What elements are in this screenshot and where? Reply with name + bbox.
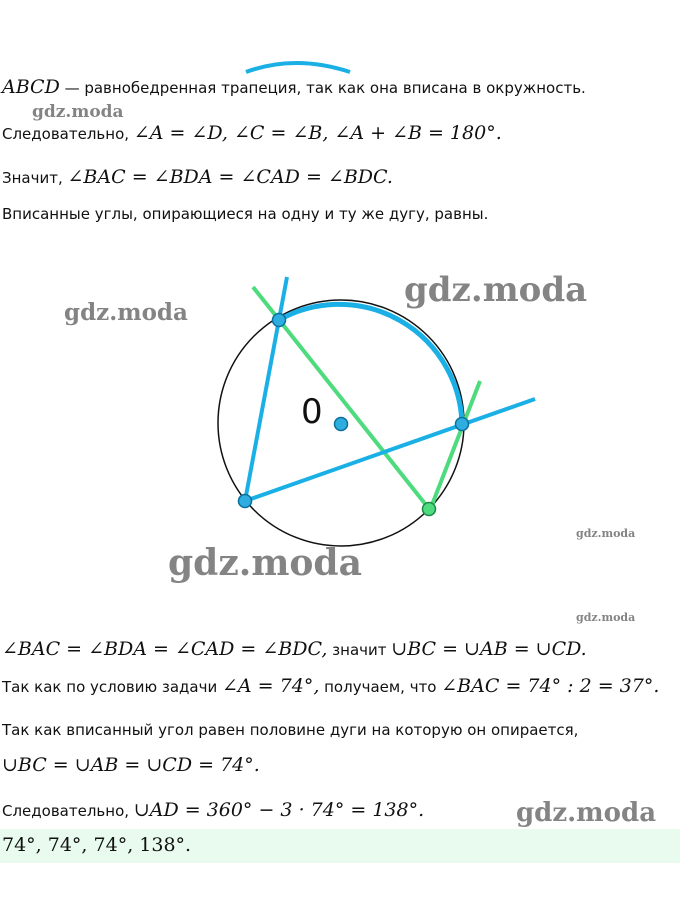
text-consequently: Следовательно, <box>2 802 134 820</box>
text-hence: значит <box>327 641 392 659</box>
center-label: 0 <box>301 392 323 432</box>
math-arc-ad: ∪AD = 360° − 3 · 74° = 138°. <box>133 799 425 821</box>
text-consequence: Следовательно, <box>2 125 134 143</box>
chord-green-2 <box>430 381 480 510</box>
math-angle-a: ∠A = 74°, <box>222 675 320 697</box>
point-d <box>423 503 436 516</box>
statement-inscribed-half: Так как вписанный угол равен половине дуги на которую он опирается, <box>2 721 579 739</box>
circle-figure <box>200 265 560 565</box>
math-arcs-value: ∪BC = ∪AB = ∪CD = 74°. <box>2 754 260 776</box>
watermark: gdz.moda <box>576 611 636 624</box>
text-we-get: получаем, что <box>319 678 442 696</box>
statement-trapezoid <box>2 76 586 98</box>
statement-arc-ad <box>2 799 424 821</box>
statement-inscribed-angles: Вписанные углы, опирающиеся на одну и ту же дугу, равны. <box>2 205 489 223</box>
statement-consequence <box>2 122 502 144</box>
chord-blue-1 <box>245 277 287 501</box>
point-b <box>273 314 286 327</box>
decorative-arc <box>240 58 360 78</box>
point-center <box>335 418 348 431</box>
watermark: gdz.moda <box>516 798 657 828</box>
math-inscribed-angles: ∠BAC = ∠BDA = ∠CAD = ∠BDC. <box>67 166 393 188</box>
statement-therefore <box>2 166 393 188</box>
math-angle-bac: ∠BAC = 74° : 2 = 37°. <box>441 675 660 697</box>
watermark: gdz.moda <box>404 270 588 310</box>
watermark: gdz.moda <box>32 102 124 122</box>
math-angle-equalities: ∠A = ∠D, ∠C = ∠B, ∠A + ∠B = 180°. <box>133 122 502 144</box>
chord-blue-2 <box>245 399 535 501</box>
math-angles-equal: ∠BAC = ∠BDA = ∠CAD = ∠BDC, <box>2 638 328 660</box>
statement-given <box>2 675 659 697</box>
text-therefore: Значит, <box>2 169 68 187</box>
statement-arcs-value <box>2 754 260 776</box>
watermark: gdz.moda <box>576 527 636 540</box>
point-a <box>239 495 252 508</box>
watermark: gdz.moda <box>64 299 188 326</box>
text-trapezoid: — равнобедренная трапеция, так как она вписана в окружность. <box>59 79 586 97</box>
statement-arcs-equal <box>2 638 587 660</box>
math-arcs-equal: ∪BC = ∪AB = ∪CD. <box>391 638 587 660</box>
point-c <box>456 418 469 431</box>
text-given: Так как по условию задачи <box>2 678 222 696</box>
watermark: gdz.moda <box>168 542 362 584</box>
math-abcd: ABCD <box>2 76 60 98</box>
answer <box>2 834 191 856</box>
answer-values: 74°, 74°, 74°, 138°. <box>2 834 192 856</box>
